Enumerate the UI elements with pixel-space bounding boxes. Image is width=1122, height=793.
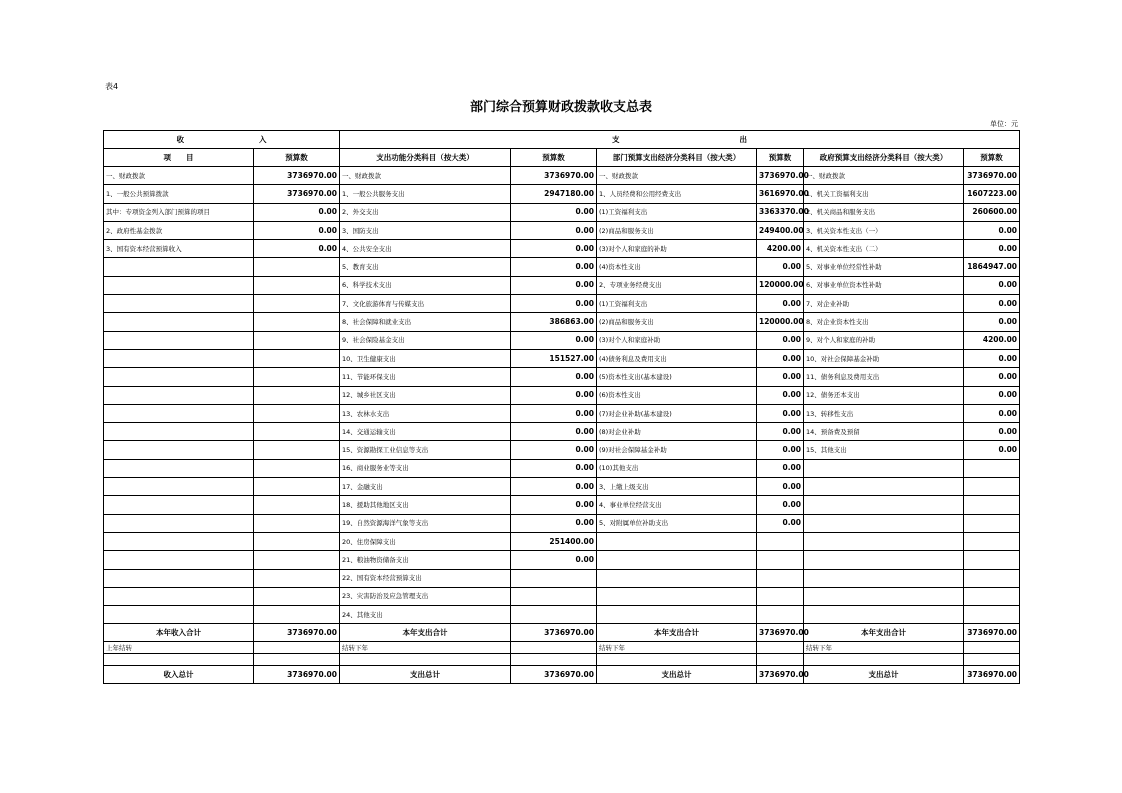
table-cell: 0.00 — [511, 496, 597, 514]
table-cell: 0.00 — [511, 551, 597, 569]
table-cell — [804, 606, 964, 624]
total-cell: 支出总计 — [597, 666, 757, 684]
table-cell — [104, 404, 254, 422]
table-cell — [104, 295, 254, 313]
table-cell: 4、事业单位经营支出 — [597, 496, 757, 514]
year-total-row — [104, 624, 1020, 642]
table-cell — [804, 514, 964, 532]
table-cell — [254, 331, 340, 349]
table-cell: 5、对附属单位补助支出 — [597, 514, 757, 532]
table-cell: (4)资本性支出 — [597, 258, 757, 276]
table-cell: 23、灾害防治及应急管理支出 — [340, 587, 511, 605]
total-cell: 3736970.00 — [757, 666, 804, 684]
table-row — [104, 496, 1020, 514]
table-cell — [254, 606, 340, 624]
table-cell: 0.00 — [757, 404, 804, 422]
table-cell — [254, 514, 340, 532]
table-cell: 14、预备费及预留 — [804, 423, 964, 441]
table-cell: 9、社会保险基金支出 — [340, 331, 511, 349]
carry-cell — [254, 642, 340, 654]
table-cell — [804, 496, 964, 514]
table-cell — [104, 368, 254, 386]
table-cell — [597, 569, 757, 587]
table-cell — [511, 569, 597, 587]
table-cell — [964, 532, 1020, 550]
total-cell: 3736970.00 — [511, 666, 597, 684]
table-row — [104, 606, 1020, 624]
table-cell — [254, 295, 340, 313]
total-cell: 本年支出合计 — [804, 624, 964, 642]
table-cell — [757, 551, 804, 569]
table-cell: 2、政府性基金拨款 — [104, 221, 254, 239]
table-row — [104, 185, 1020, 203]
spacer-cell — [804, 654, 964, 666]
table-cell: (5)资本性支出(基本建设) — [597, 368, 757, 386]
table-cell: 0.00 — [964, 313, 1020, 331]
table-row — [104, 478, 1020, 496]
table-cell: 260600.00 — [964, 203, 1020, 221]
table-cell: 0.00 — [964, 404, 1020, 422]
table-cell: 0.00 — [757, 478, 804, 496]
table-cell: (10)其他支出 — [597, 459, 757, 477]
table-cell — [964, 569, 1020, 587]
total-cell: 3736970.00 — [964, 624, 1020, 642]
table-cell: 8、对企业资本性支出 — [804, 313, 964, 331]
table-cell: 0.00 — [511, 276, 597, 294]
table-cell: 一、财政拨款 — [597, 167, 757, 185]
carry-cell: 结转下年 — [804, 642, 964, 654]
table-cell — [254, 258, 340, 276]
table-cell: 0.00 — [757, 349, 804, 367]
table-cell: 0.00 — [511, 514, 597, 532]
col-header: 预算数 — [511, 149, 597, 167]
table-cell — [254, 368, 340, 386]
table-cell — [104, 331, 254, 349]
table-cell: 5、对事业单位经常性补助 — [804, 258, 964, 276]
table-cell: 0.00 — [964, 276, 1020, 294]
table-cell: 0.00 — [511, 423, 597, 441]
table-cell: 10、卫生健康支出 — [340, 349, 511, 367]
table-cell: 12、债务还本支出 — [804, 386, 964, 404]
table-cell: 其中：专项资金列入部门预算的项目 — [104, 203, 254, 221]
col-header: 预算数 — [757, 149, 804, 167]
table-cell: 249400.00 — [757, 221, 804, 239]
table-cell: 0.00 — [757, 459, 804, 477]
table-cell: 0.00 — [757, 496, 804, 514]
carry-cell: 结转下年 — [597, 642, 757, 654]
table-cell: 22、国有资本经营预算支出 — [340, 569, 511, 587]
table-cell: 0.00 — [511, 441, 597, 459]
table-cell: 0.00 — [757, 368, 804, 386]
table-cell: 1、人员经费和公用经费支出 — [597, 185, 757, 203]
table-cell: 120000.00 — [757, 276, 804, 294]
table-cell: 386863.00 — [511, 313, 597, 331]
table-cell: 0.00 — [511, 221, 597, 239]
table-cell — [104, 478, 254, 496]
table-cell: 0.00 — [511, 295, 597, 313]
table-cell — [254, 532, 340, 550]
table-cell — [254, 478, 340, 496]
carry-cell: 结转下年 — [340, 642, 511, 654]
table-cell: 0.00 — [964, 386, 1020, 404]
table-cell — [964, 551, 1020, 569]
table-row — [104, 441, 1020, 459]
spacer-cell — [104, 654, 254, 666]
table-cell: 0.00 — [757, 258, 804, 276]
table-cell — [104, 569, 254, 587]
table-row — [104, 587, 1020, 605]
total-cell: 支出总计 — [804, 666, 964, 684]
total-cell: 本年支出合计 — [597, 624, 757, 642]
table-cell: 0.00 — [511, 368, 597, 386]
table-cell — [757, 532, 804, 550]
table-cell: 120000.00 — [757, 313, 804, 331]
col-header: 部门预算支出经济分类科目（按大类） — [597, 149, 757, 167]
carry-cell — [757, 642, 804, 654]
table-cell — [804, 551, 964, 569]
table-cell: 0.00 — [757, 386, 804, 404]
table-cell: 3、国防支出 — [340, 221, 511, 239]
table-cell — [104, 276, 254, 294]
table-cell — [964, 514, 1020, 532]
table-cell: 0.00 — [511, 240, 597, 258]
table-cell — [104, 313, 254, 331]
col-header: 支出功能分类科目（按大类） — [340, 149, 511, 167]
table-row — [104, 240, 1020, 258]
table-cell: 3736970.00 — [254, 185, 340, 203]
table-cell: 6、对事业单位资本性补助 — [804, 276, 964, 294]
table-cell: 17、金融支出 — [340, 478, 511, 496]
table-cell — [804, 532, 964, 550]
table-cell: 3736970.00 — [254, 167, 340, 185]
table-cell: 0.00 — [757, 295, 804, 313]
table-cell: 0.00 — [511, 258, 597, 276]
table-cell — [511, 606, 597, 624]
spacer-cell — [597, 654, 757, 666]
table-cell: 4200.00 — [964, 331, 1020, 349]
spacer-cell — [340, 654, 511, 666]
table-cell: 24、其他支出 — [340, 606, 511, 624]
table-cell: (3)对个人和家庭补助 — [597, 331, 757, 349]
table-cell — [757, 606, 804, 624]
table-cell: 一、财政拨款 — [804, 167, 964, 185]
table-row — [104, 167, 1020, 185]
table-cell — [804, 459, 964, 477]
table-cell: 3、国有资本经营预算收入 — [104, 240, 254, 258]
table-row — [104, 276, 1020, 294]
table-cell — [964, 496, 1020, 514]
table-cell: 2、专项业务经费支出 — [597, 276, 757, 294]
table-cell: 0.00 — [511, 404, 597, 422]
table-cell: 0.00 — [511, 478, 597, 496]
table-cell: 0.00 — [511, 331, 597, 349]
table-cell — [597, 587, 757, 605]
table-cell — [104, 606, 254, 624]
table-cell — [757, 587, 804, 605]
table-cell: 10、对社会保障基金补助 — [804, 349, 964, 367]
spacer-cell — [964, 654, 1020, 666]
table-row — [104, 368, 1020, 386]
col-header: 预算数 — [254, 149, 340, 167]
table-row — [104, 386, 1020, 404]
table-cell: 11、债务利息及费用支出 — [804, 368, 964, 386]
table-cell — [511, 587, 597, 605]
spacer-cell — [511, 654, 597, 666]
table-cell — [254, 459, 340, 477]
table-cell: (2)商品和服务支出 — [597, 313, 757, 331]
table-cell — [104, 258, 254, 276]
table-cell: 8、社会保障和就业支出 — [340, 313, 511, 331]
spacer-cell — [757, 654, 804, 666]
table-cell: 0.00 — [511, 386, 597, 404]
table-cell: (1)工资福利支出 — [597, 203, 757, 221]
table-cell: 3、上缴上级支出 — [597, 478, 757, 496]
table-cell — [757, 569, 804, 587]
col-header: 政府预算支出经济分类科目（按大类） — [804, 149, 964, 167]
table-cell — [254, 404, 340, 422]
table-row — [104, 295, 1020, 313]
table-cell: 2、外交支出 — [340, 203, 511, 221]
table-cell: 2、机关商品和服务支出 — [804, 203, 964, 221]
table-row — [104, 569, 1020, 587]
table-row — [104, 551, 1020, 569]
table-cell: 4200.00 — [757, 240, 804, 258]
table-cell — [964, 606, 1020, 624]
col-header: 项 目 — [104, 149, 254, 167]
table-cell: 3、机关资本性支出（一） — [804, 221, 964, 239]
table-cell — [104, 514, 254, 532]
table-cell: 19、自然资源海洋气象等支出 — [340, 514, 511, 532]
table-cell — [964, 587, 1020, 605]
table-cell — [254, 587, 340, 605]
table-cell — [254, 441, 340, 459]
total-cell: 3736970.00 — [254, 666, 340, 684]
table-cell: 20、住房保障支出 — [340, 532, 511, 550]
total-cell: 收入总计 — [104, 666, 254, 684]
table-cell: 1、一般公共服务支出 — [340, 185, 511, 203]
table-cell — [254, 349, 340, 367]
table-cell: 3736970.00 — [511, 167, 597, 185]
table-cell: 一、财政拨款 — [340, 167, 511, 185]
table-cell: (1)工资福利支出 — [597, 295, 757, 313]
page-title: 部门综合预算财政拨款收支总表 — [469, 100, 652, 115]
total-cell: 支出总计 — [340, 666, 511, 684]
table-cell: 0.00 — [964, 240, 1020, 258]
total-cell: 本年收入合计 — [104, 624, 254, 642]
table-cell — [104, 551, 254, 569]
table-cell — [254, 569, 340, 587]
table-cell: 3736970.00 — [757, 167, 804, 185]
table-cell: 13、转移性支出 — [804, 404, 964, 422]
unit-label: 单位：元 — [990, 120, 1018, 128]
table-row — [104, 349, 1020, 367]
table-cell — [104, 441, 254, 459]
table-cell — [104, 459, 254, 477]
table-row — [104, 221, 1020, 239]
table-cell: 9、对个人和家庭的补助 — [804, 331, 964, 349]
table-cell: 0.00 — [757, 423, 804, 441]
table-cell: 一、财政拨款 — [104, 167, 254, 185]
table-cell: 5、教育支出 — [340, 258, 511, 276]
table-row — [104, 459, 1020, 477]
table-cell: (7)对企业补助(基本建设) — [597, 404, 757, 422]
table-cell: 11、节能环保支出 — [340, 368, 511, 386]
table-cell: 18、援助其他地区支出 — [340, 496, 511, 514]
table-cell: 0.00 — [964, 368, 1020, 386]
table-cell: 0.00 — [511, 459, 597, 477]
table-cell — [254, 496, 340, 514]
table-cell: 4、公共安全支出 — [340, 240, 511, 258]
table-row — [104, 532, 1020, 550]
table-cell — [804, 587, 964, 605]
table-cell — [804, 478, 964, 496]
table-cell: 4、机关资本性支出（二） — [804, 240, 964, 258]
total-cell: 3736970.00 — [757, 624, 804, 642]
table-row — [104, 313, 1020, 331]
total-cell: 本年支出合计 — [340, 624, 511, 642]
table-cell: 1、一般公共预算拨款 — [104, 185, 254, 203]
table-cell: 0.00 — [254, 221, 340, 239]
table-cell: (6)资本性支出 — [597, 386, 757, 404]
budget-table — [103, 130, 1020, 684]
table-cell — [104, 587, 254, 605]
table-cell — [597, 606, 757, 624]
table-cell: 3363370.00 — [757, 203, 804, 221]
table-cell — [254, 423, 340, 441]
table-cell: 0.00 — [254, 240, 340, 258]
table-cell: 6、科学技术支出 — [340, 276, 511, 294]
table-cell: 21、粮油物资储备支出 — [340, 551, 511, 569]
table-cell: 15、其他支出 — [804, 441, 964, 459]
table-cell: (4)债务利息及费用支出 — [597, 349, 757, 367]
table-cell: 151527.00 — [511, 349, 597, 367]
table-cell: (2)商品和服务支出 — [597, 221, 757, 239]
table-cell — [254, 313, 340, 331]
header-row-columns — [104, 149, 1020, 167]
table-row — [104, 331, 1020, 349]
table-cell: 2947180.00 — [511, 185, 597, 203]
table-cell: 14、交通运输支出 — [340, 423, 511, 441]
table-row — [104, 423, 1020, 441]
table-cell — [964, 478, 1020, 496]
table-cell — [964, 459, 1020, 477]
grand-total-row — [104, 666, 1020, 684]
expense-header: 支 出 — [340, 131, 1020, 149]
table-cell — [804, 569, 964, 587]
table-cell — [597, 532, 757, 550]
table-cell: 7、对企业补助 — [804, 295, 964, 313]
table-cell: 0.00 — [964, 441, 1020, 459]
table-cell: (8)对企业补助 — [597, 423, 757, 441]
table-cell: 0.00 — [964, 423, 1020, 441]
table-cell: 0.00 — [964, 221, 1020, 239]
header-row-group — [104, 131, 1020, 149]
carry-cell — [964, 642, 1020, 654]
carry-row — [104, 642, 1020, 654]
table-label: 表4 — [105, 82, 119, 91]
spacer-row — [104, 654, 1020, 666]
table-cell — [597, 551, 757, 569]
table-cell: 12、城乡社区支出 — [340, 386, 511, 404]
table-cell: 13、农林水支出 — [340, 404, 511, 422]
table-cell — [254, 386, 340, 404]
table-cell — [104, 386, 254, 404]
table-cell — [104, 349, 254, 367]
spacer-cell — [254, 654, 340, 666]
total-cell: 3736970.00 — [254, 624, 340, 642]
table-cell: 251400.00 — [511, 532, 597, 550]
table-cell: 7、文化旅游体育与传媒支出 — [340, 295, 511, 313]
table-cell: 0.00 — [757, 331, 804, 349]
table-cell — [254, 276, 340, 294]
total-cell: 3736970.00 — [511, 624, 597, 642]
table-cell: 15、资源勘探工业信息等支出 — [340, 441, 511, 459]
table-cell: 1、机关工资福利支出 — [804, 185, 964, 203]
col-header: 预算数 — [964, 149, 1020, 167]
table-cell: 1864947.00 — [964, 258, 1020, 276]
table-row — [104, 203, 1020, 221]
carry-cell — [511, 642, 597, 654]
table-cell — [104, 423, 254, 441]
table-cell: 0.00 — [757, 514, 804, 532]
total-cell: 3736970.00 — [964, 666, 1020, 684]
table-cell: 0.00 — [964, 349, 1020, 367]
table-cell: 0.00 — [964, 295, 1020, 313]
table-cell: (9)对社会保障基金补助 — [597, 441, 757, 459]
carry-cell: 上年结转 — [104, 642, 254, 654]
table-cell — [104, 532, 254, 550]
table-cell: 0.00 — [757, 441, 804, 459]
table-cell: 3736970.00 — [964, 167, 1020, 185]
table-cell — [254, 551, 340, 569]
table-row — [104, 514, 1020, 532]
table-cell: 16、商业服务业等支出 — [340, 459, 511, 477]
table-cell: (3)对个人和家庭的补助 — [597, 240, 757, 258]
table-cell: 1607223.00 — [964, 185, 1020, 203]
income-header: 收 入 — [104, 131, 340, 149]
table-row — [104, 258, 1020, 276]
table-cell: 0.00 — [254, 203, 340, 221]
table-row — [104, 404, 1020, 422]
table-cell: 3616970.00 — [757, 185, 804, 203]
table-cell: 0.00 — [511, 203, 597, 221]
table-cell — [104, 496, 254, 514]
